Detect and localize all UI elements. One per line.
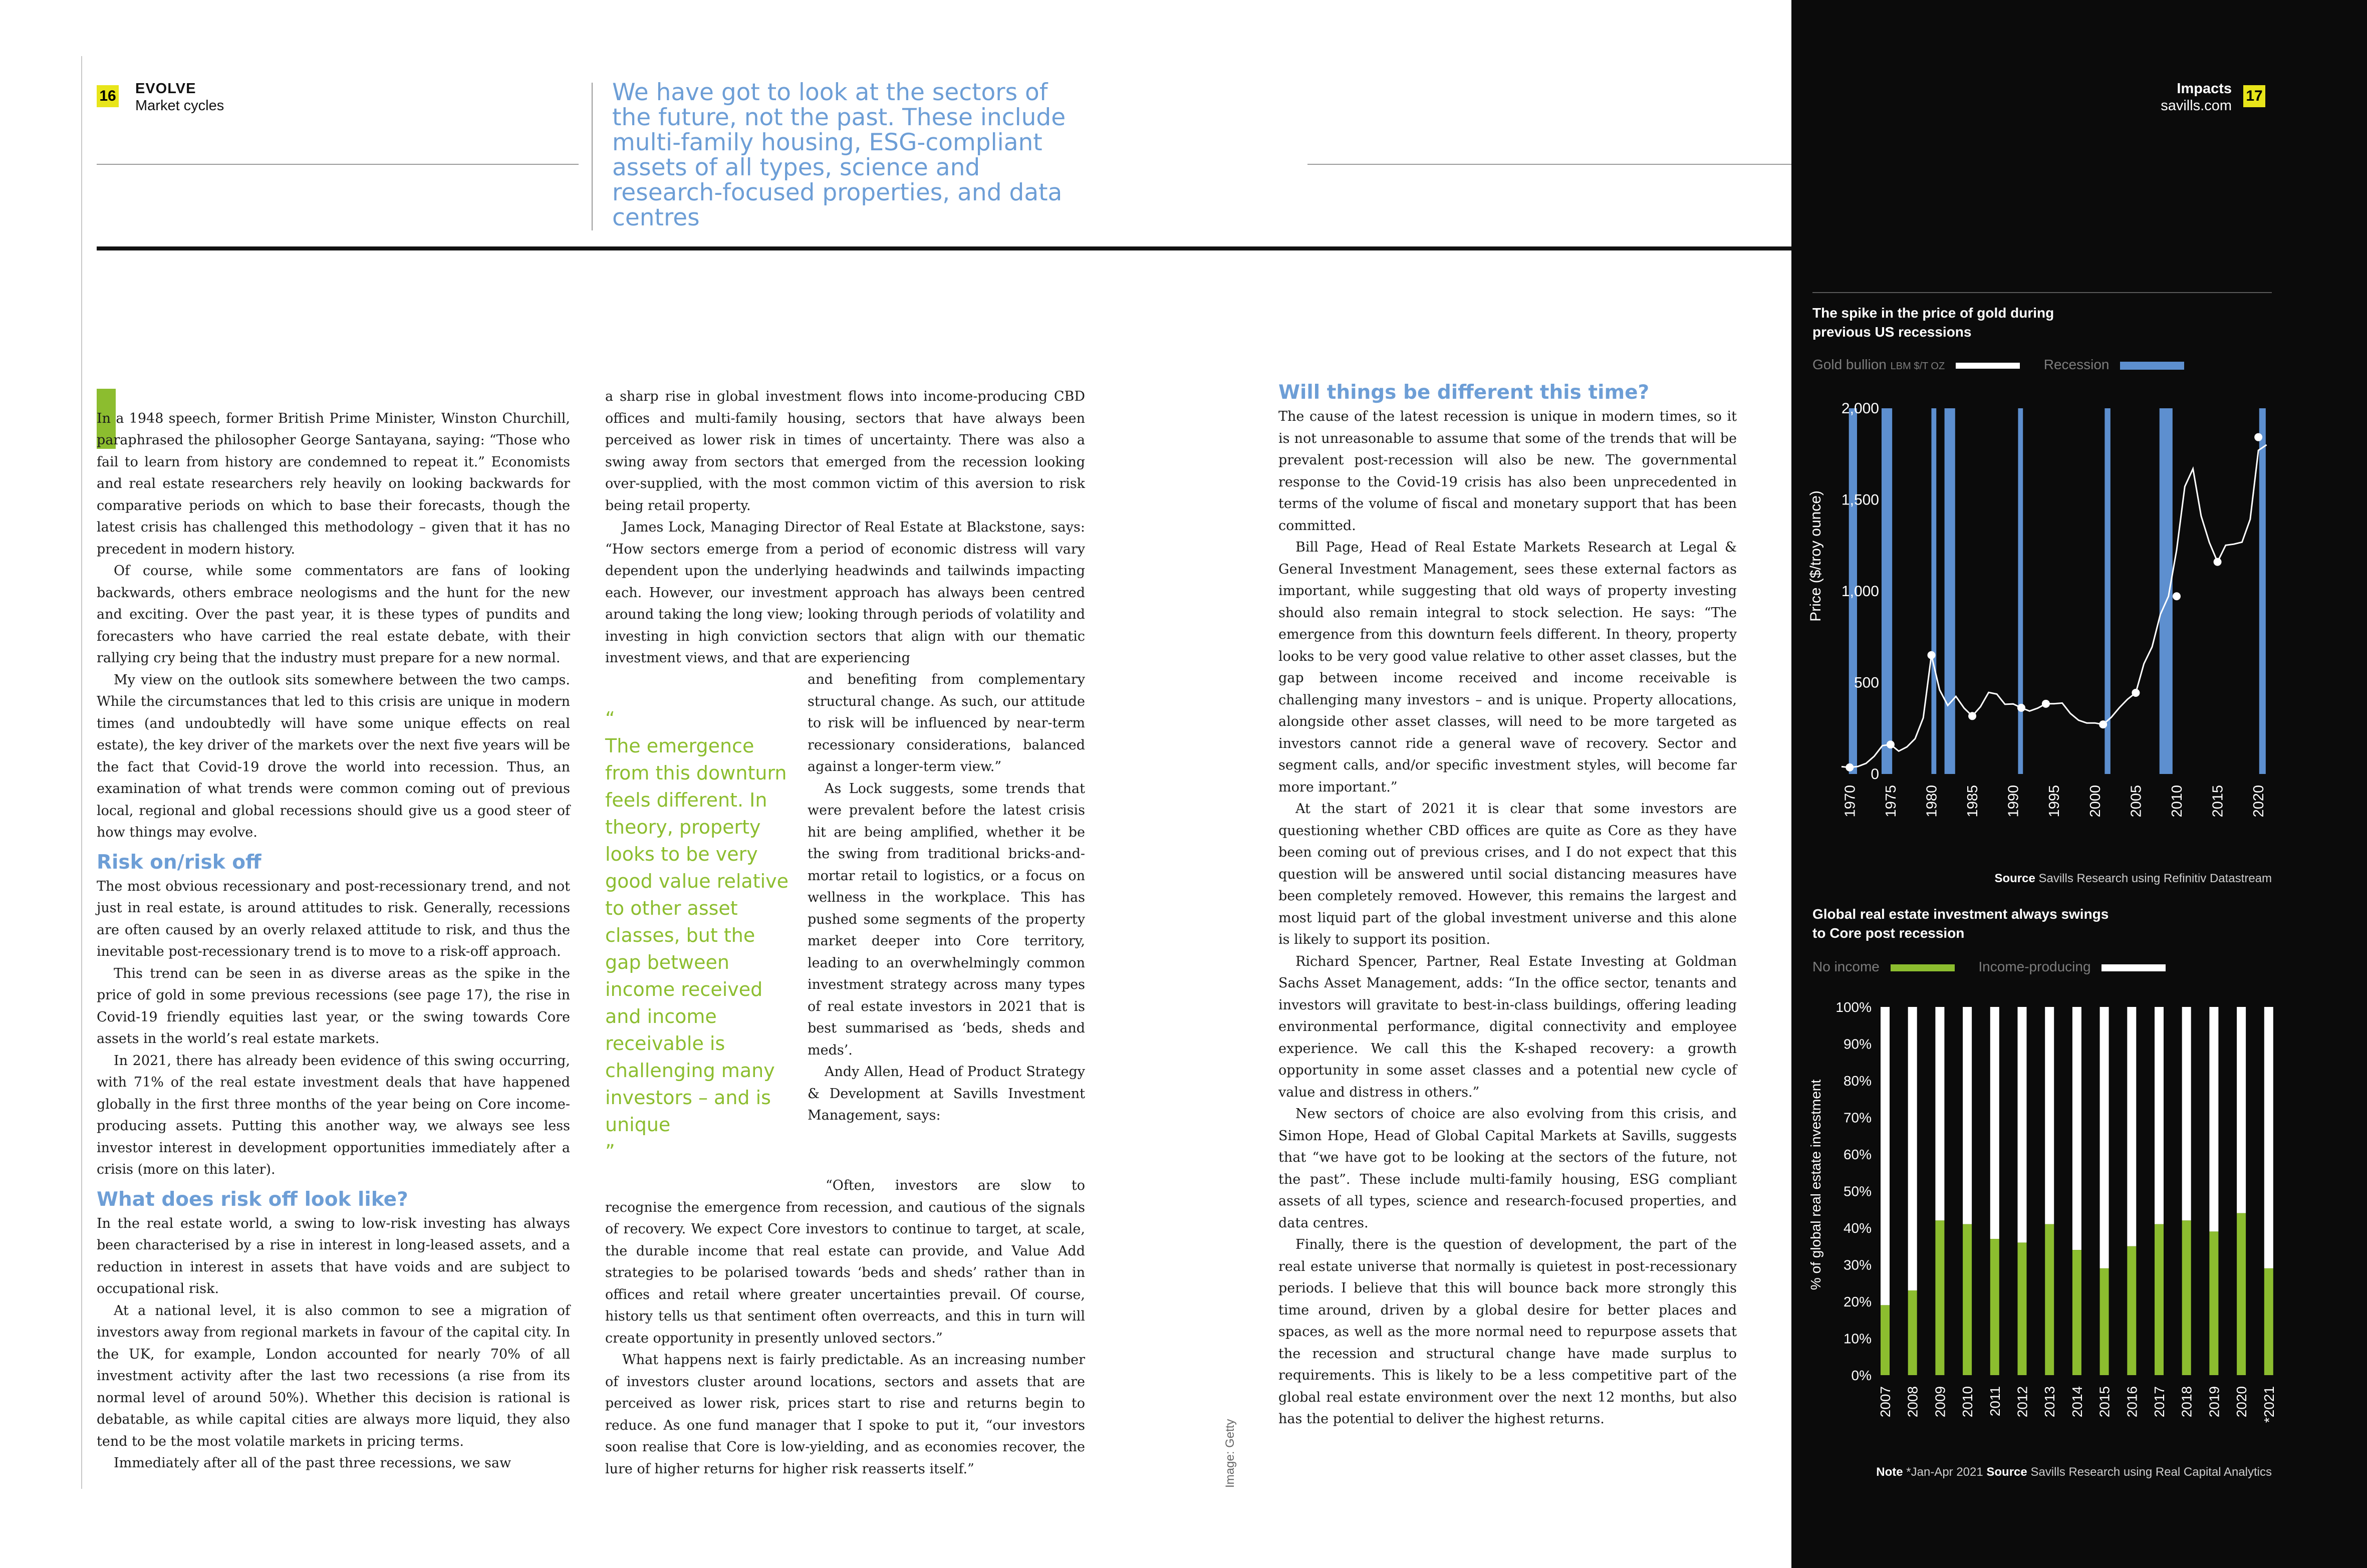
y-tick-label: 20% [1843,1294,1872,1310]
bar-income-producing [1881,1007,1890,1305]
y-tick-label: 1,000 [1841,583,1879,600]
bar-no-income [2209,1231,2218,1375]
legend-recession-label: Recession [2043,357,2110,372]
x-tick-label: 2020 [2234,1386,2250,1418]
x-tick-label: 2015 [2096,1386,2113,1418]
x-tick-label: 2019 [2206,1386,2222,1418]
source-label: Source [1986,1465,2027,1479]
paragraph: At a national level, it is also common to see a migration of investors away from regional markets in favour of the capital city. In the UK, for example, London accounted for nearly 70% of all investment activity after the last two recessions (a rise from its normal level of around 50%). Whether this decision is rational is debatable, as while capital cities are always more liquid, they also tend to be the most volatile markets in pricing terms. [97,1302,570,1449]
recession-bar-1 [1882,408,1892,774]
legend-gold-swatch [1956,363,2020,369]
paragraph: and benefiting from complementary structural change. As such, our attitude to risk will be influenced by near-term recessionary considerations, balanced against a longer-term view.” [808,672,1085,774]
gold-chart-legend [1812,357,2263,373]
paragraph: In the real estate world, a swing to low-risk investing has always been characterised by a rise in interest in long-leased assets, and a reduction in interest in assets that have voids and are subject to occupational risk. [97,1215,570,1296]
paragraph: Of course, while some commentators are fans of looking backwards, others embrace neologisms and the hunt for the new and exciting. Over the past year, it is these types of pundits and forecasters who have carried the real estate debate, with their rallying cry being that the industry must prepare for a new normal. [97,563,570,666]
column-1 [97,386,570,1474]
paragraph: Immediately after all of the past three recessions, we saw [114,1455,511,1471]
bar-no-income [1908,1290,1917,1375]
bar-income-producing [2155,1007,2164,1224]
recession-bar-7 [2259,408,2266,774]
gold-marker [2099,720,2107,728]
y-tick-label: 500 [1854,674,1879,691]
legend-income-swatch [2101,964,2166,971]
right-page-number: 17 [2243,85,2265,107]
gold-marker [1927,651,1935,659]
legend-income-label: Income-producing [1978,959,2091,974]
investment-chart-title: Global real estate investment always swings to Core post recession [1812,906,2109,941]
bar-no-income [1963,1224,1972,1375]
y-tick-label: 90% [1843,1036,1872,1052]
y-tick-label: 0% [1851,1368,1872,1383]
source-label: Source [1994,872,2035,885]
image-credit: Image: Getty [1223,1419,1237,1488]
bar-income-producing [2127,1007,2136,1246]
quote-text: The emergence from this downturn feels different. In theory, property looks to be very good value relative to other asset classes, but the gap between income received and income receivable is challenging many investors – and is unique [605,735,789,1136]
x-tick-label: 1995 [2046,785,2063,818]
paragraph: My view on the outlook sits somewhere between the two camps. While the circumstances that led to this crisis are unique in modern times (and undoubtedly will have some unique effects on real estate), the key driver of the markets over the next five years will be the fact that Covid-19 drove the world into recession. Thus, an examination of what trends were common coming out of previous local, regional and global recessions should give us a good steer of how things may evolve. [97,672,570,840]
bar-no-income [1990,1239,1999,1375]
x-tick-label: 2010 [2169,785,2185,818]
y-axis-ticks [1842,400,1879,782]
y-tick-label: 70% [1843,1110,1872,1126]
gold-marker [2017,704,2025,712]
bar-income-producing [2100,1007,2109,1268]
paragraph: New sectors of choice are also evolving from this crisis, and Simon Hope, Head of Global Capital Markets at Savills, suggests that “we have got to be looking at the sectors of the future, not the past”. These include multi-family housing, ESG compliant assets of all types, science and research-focused properties, and data centres. [1278,1106,1737,1231]
gold-marker [2042,700,2050,708]
quote-open-mark: “ [605,708,615,730]
legend-recession-swatch [2120,362,2184,370]
header-vertical-rule [592,83,593,230]
x-tick-label: *2021 [2261,1386,2277,1423]
section-heading-risk: Risk on/risk off [97,851,261,874]
column-3 [1278,380,1737,1430]
paragraph: The cause of the latest recession is unique in modern times, so it is not unreasonable to assume that some of the trends that will be prevalent post-recession will also be new. The governmental response to the Covid-19 crisis has also been unprecedented in terms of the volume of fiscal and monetary support that has been committed. [1278,409,1737,534]
y-tick-label: 2,000 [1841,400,1879,417]
paragraph: a sharp rise in global investment flows into income-producing CBD offices and multi-family housing, sectors that have always been perceived as lower risk in times of uncertainty. There was also a swing away from sectors that emerged from the recession looking over-supplied, with the most common victim of this aversion to risk being retail property. [605,389,1085,513]
gold-marker [2214,558,2222,566]
bar-income-producing [2237,1007,2246,1213]
column-2-narrow [808,669,1085,1127]
gold-chart-title: The spike in the price of gold during previous US recessions [1812,305,2054,340]
bar-income-producing [2072,1007,2081,1250]
bar-no-income [2045,1224,2054,1375]
gold-marker [1846,763,1854,771]
paragraph: Andy Allen, Head of Product Strategy & Development at Savills Investment Management, says: [808,1064,1085,1123]
x-tick-label: 2009 [1932,1386,1948,1418]
paragraph: “Often, investors are slow to recognise the emergence from recession, and cautious of the signals of recovery. We expect Core investors to continue to target, at scale, the durable income that real estate can provide, and Value Add strategies to be polarised towards ‘beds and sheds’ rather than in offices and retail where greater uncertainties prevail. Of course, history tells us that sentiment often overreacts, and this in turn will create opportunity in presently unloved sectors.” [605,1178,1085,1346]
right-running-head [2104,80,2232,114]
paragraph: This trend can be seen in as diverse areas as the spike in the price of gold in some previous recessions (see page 17), the rise in Covid-19 friendly equities last year, or the swing towards Core assets in the world’s real estate markets. [97,965,570,1047]
note-text: *Jan-Apr 2021 [1906,1465,1983,1479]
intro-paragraph: In a 1948 speech, former British Prime Minister, Winston Churchill, paraphrased the philosopher George Santayana, saying: “Those who fail to learn from history are condemned to repeat it.” Economists and real estate researchers rely heavily on looking backwards for comparative periods on which to base their forecasts, though the latest crisis has challenged this methodology – given that it has no precedent in modern history. [97,410,570,557]
investment-chart-legend [1812,959,2263,975]
bar-no-income [2100,1268,2109,1375]
x-tick-label: 2008 [1905,1386,1921,1418]
y-tick-label: 1,500 [1841,491,1879,508]
x-axis-ticks [1878,1386,2277,1423]
bar-income-producing [2045,1007,2054,1224]
x-tick-label: 1975 [1883,785,1899,818]
x-tick-label: 2013 [2042,1386,2058,1418]
paragraph: Finally, there is the question of development, the part of the real estate universe that normally is quietest in post-recessionary periods. I believe that this will bounce back more strongly this time around, driven by a global desire for better places and spaces, as well as the more normal need to repurpose assets that the recession and structural change have made surplus to requirements. This is likely to be a less competitive part of the global real estate environment over the next 12 months, but also has the potential to deliver the highest returns. [1278,1237,1737,1427]
x-tick-label: 1970 [1842,785,1859,818]
gold-marker [2173,592,2181,600]
y-tick-label: 10% [1843,1331,1872,1347]
section-label: EVOLVE [135,81,196,97]
source-text: Savills Research using Real Capital Analytics [2030,1465,2272,1479]
large-pull-quote [605,705,791,1165]
bar-income-producing [2018,1007,2027,1242]
bar-no-income [2264,1268,2273,1375]
x-axis-ticks [1842,785,2267,818]
x-tick-label: 2016 [2124,1386,2140,1418]
x-tick-label: 1980 [1924,785,1940,818]
y-tick-label: 40% [1843,1220,1872,1236]
y-tick-label: 100% [1835,999,1872,1015]
bar-no-income [2127,1246,2136,1375]
investment-y-axis-label: % of global real estate investment [1808,1079,1823,1290]
recession-bars [1849,408,2266,774]
section-heading-different: Will things be different this time? [1278,381,1650,404]
bar-income-producing [2182,1007,2191,1220]
bar-no-income [2237,1213,2246,1375]
gold-price-chart [1791,386,2367,837]
legend-gold-label: Gold bullion [1812,357,1887,372]
stacked-bars [1881,1007,2273,1375]
gold-chart-source [1812,872,2272,886]
bar-no-income [1935,1220,1944,1375]
gold-price-line [1842,445,2267,767]
recession-bar-6 [2160,408,2173,774]
gold-marker [2132,689,2140,697]
paragraph: The most obvious recessionary and post-recessionary trend, and not just in real estate, is around attitudes to risk. Generally, recessions are often caused by an overly relaxed attitude to risk, and thus the inevitable post-recessionary trend is to move to a risk-off approach. [97,878,570,959]
gold-marker [2254,433,2262,441]
note-label: Note [1876,1465,1903,1479]
spine-rule [81,56,82,1489]
paragraph: At the start of 2021 it is clear that some investors are questioning whether CBD offices are quite as Core as they have been coming out of previous crises, and I do not expect that this question will be answered until social distancing measures have been completely removed. However, this remains the largest and most liquid part of the global investment universe and this alone is likely to support its position. [1278,801,1737,947]
y-axis-ticks [1835,999,1872,1383]
x-tick-label: 2000 [2087,785,2103,818]
column-2-top [605,386,1085,669]
header-rule-left [97,164,579,165]
gold-price-markers [1846,433,2262,771]
paragraph: James Lock, Managing Director of Real Estate at Blackstone, says: “How sectors emerge from a period of economic distress will vary dependent upon the underlying headwinds and tailwinds impacting each. However, our investment approach has always been centred around taking the long view; looking through periods of volatility and investing in high conviction sectors that align with our thematic investment views, and that are experiencing [605,519,1085,666]
gold-marker [1968,712,1976,720]
top-pull-quote: We have got to look at the sectors of the future, not the past. These include multi-family housing, ESG-compliant assets of all types, science and research-focused properties, and data centres [612,79,1066,231]
paragraph: As Lock suggests, some trends that were prevalent before the latest crisis hit are being amplified, whether it be the swing from traditional bricks-and-mortar retail to logistics, or a focus on wellness in the workplace. This has pushed some segments of the property market deeper into Core territory, leading to an overwhelmingly common investment strategy across many types of real estate investors in 2021 that is best summarised as ‘beds, sheds and meds’. [808,780,1085,1058]
bar-income-producing [2209,1007,2218,1231]
bar-no-income [1881,1305,1890,1375]
bar-income-producing [1963,1007,1972,1224]
bar-no-income [2072,1250,2081,1375]
bar-income-producing [1908,1007,1917,1290]
investment-bar-chart [1791,992,2367,1443]
y-tick-label: 60% [1843,1147,1872,1162]
x-tick-label: 2020 [2251,785,2267,818]
x-tick-label: 2005 [2128,785,2145,818]
y-tick-label: 0 [1871,766,1879,782]
x-tick-label: 2011 [1987,1386,2003,1417]
section-heading-risk-off: What does risk off look like? [97,1188,408,1211]
left-running-head [135,80,224,114]
site-label: savills.com [2161,98,2232,114]
paragraph: What happens next is fairly predictable. As an increasing number of investors cluster around locations, sectors and assets that are perceived as lower risk, prices start to rise and returns begin to reduce. As one fund manager that I spoke to put it, “our investors soon realise that Core is low-yielding, and as economies recover, the lure of higher returns for higher risk reasserts itself.” [605,1352,1085,1477]
legend-gold-unit: LBM $/T OZ [1890,361,1945,372]
x-tick-label: 2012 [2014,1386,2030,1418]
bar-no-income [2018,1242,2027,1375]
bar-no-income [2155,1224,2164,1375]
legend-no-income-swatch [1891,964,1955,971]
bar-income-producing [1935,1007,1944,1220]
gold-y-axis-label: Price ($/troy ounce) [1807,490,1824,622]
quote-close-mark: ” [605,1141,615,1163]
x-tick-label: 2017 [2152,1386,2167,1418]
x-tick-label: 2018 [2179,1386,2195,1418]
x-tick-label: 1990 [2005,785,2022,818]
paragraph: Richard Spencer, Partner, Real Estate Investing at Goldman Sachs Asset Management, adds: “In the office sector, tenants and investors will gravitate to best-in-class buildings, offering leading environmental performance, digital connectivity and employee experience. We call this the K-shaped recovery: a growth opportunity in some asset classes and a potential new cycle of value and distress in others.” [1278,953,1737,1100]
bar-income-producing [1990,1007,1999,1239]
x-tick-label: 2015 [2210,785,2226,818]
paragraph: In 2021, there has already been evidence of this swing occurring, with 71% of the real estate investment deals that have happened globally in the first three months of the year being on Core income-producing assets. Putting this another way, we always see less investor interest in development opportunities immediately after a crisis (more on this later). [97,1053,570,1177]
y-tick-label: 30% [1843,1257,1872,1273]
source-text: Savills Research using Refinitiv Datastream [2038,872,2272,885]
paragraph: Bill Page, Head of Real Estate Markets Research at Legal & General Investment Management, sees these external factors as important, while suggesting that old ways of property investing should also remain integral to stock selection. He says: “The emergence from this downturn feels different. In theory, property looks to be very good value relative to other asset classes, but the gap between income received and income receivable is challenging many investors – and is unique. Property allocations, alongside other asset classes, will need to be more targeted as investors cannot ride a general wave of recovery. Sector and segment calls, and/or specific investment styles, will become far more important.” [1278,540,1737,795]
left-page-number: 16 [97,85,119,107]
gold-marker [1887,740,1895,748]
panel-rule-top [1812,292,2272,293]
bar-no-income [2182,1220,2191,1375]
y-tick-label: 50% [1843,1183,1872,1199]
recession-bar-4 [2018,408,2023,774]
x-tick-label: 2007 [1878,1386,1893,1418]
x-tick-label: 1985 [1965,785,1981,818]
investment-chart-note [1812,1465,2272,1479]
right-section-label: Impacts [2177,81,2232,97]
recession-bar-2 [1931,408,1936,774]
column-2-bottom [605,1175,1085,1480]
x-tick-label: 2014 [2069,1386,2085,1418]
y-tick-label: 80% [1843,1073,1872,1089]
bar-income-producing [2264,1007,2273,1268]
recession-bar-3 [1945,408,1955,774]
subsection-label: Market cycles [135,98,224,114]
x-tick-label: 2010 [1960,1386,1976,1418]
legend-no-income-label: No income [1812,959,1880,974]
